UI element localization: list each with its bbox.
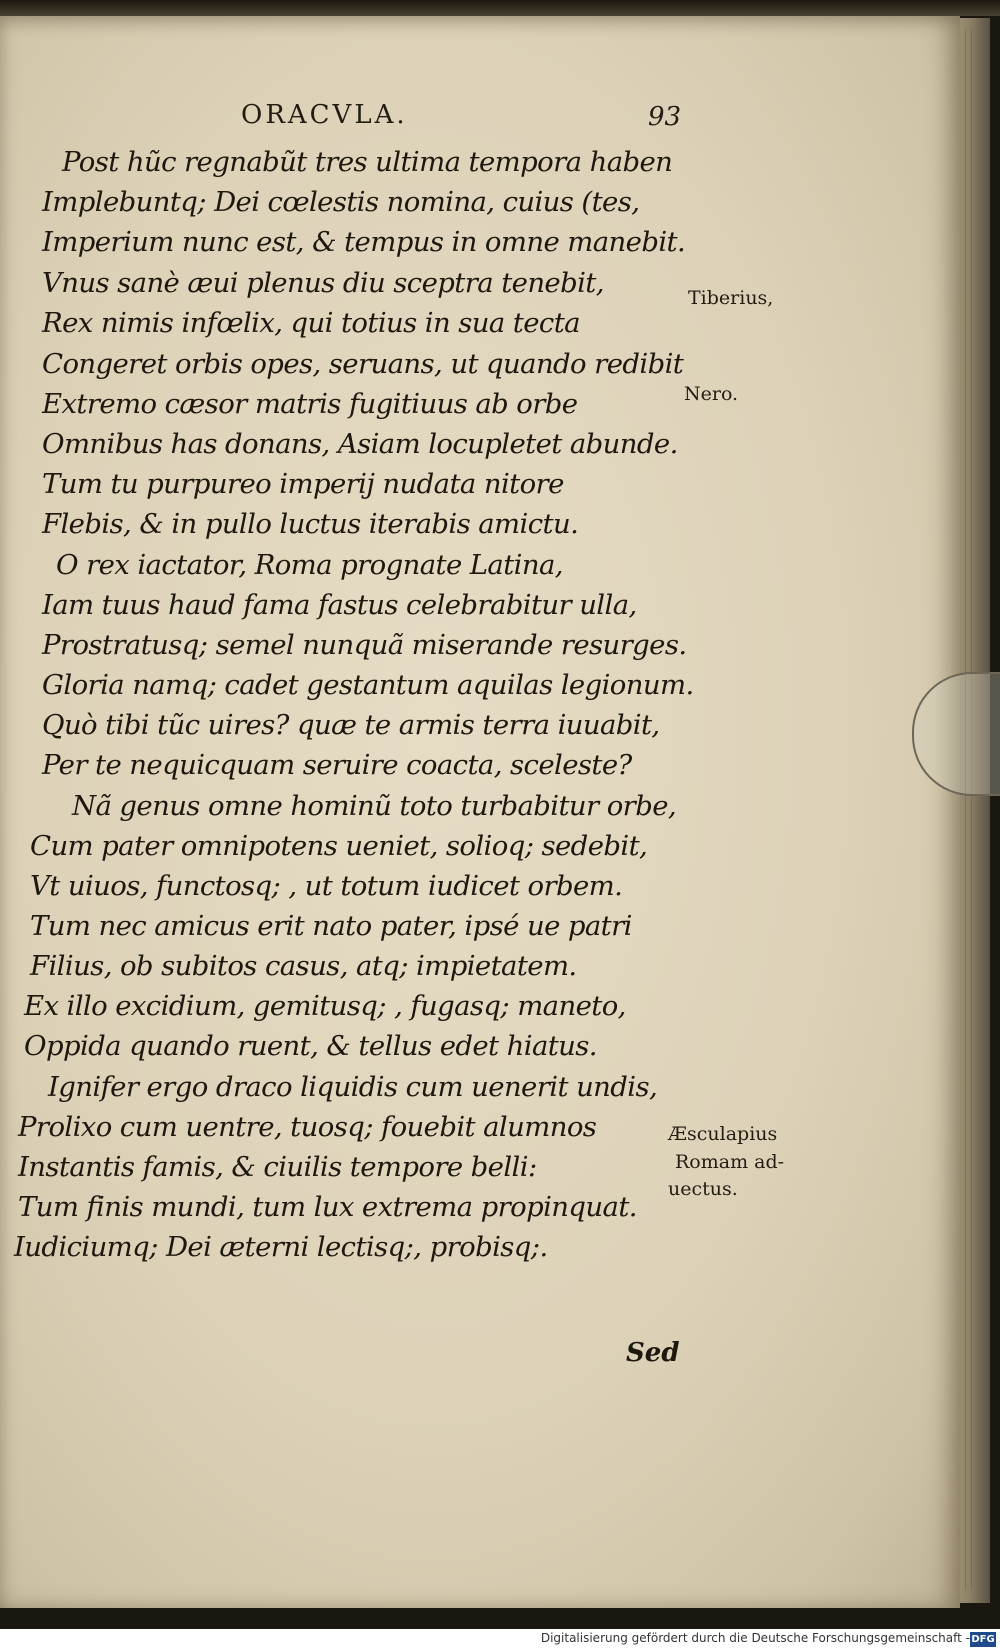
verse-line: Omnibus has donans, Asiam locupletet abunde. [42,428,678,460]
verse-line: Congeret orbis opes, seruans, ut quando redibit [42,348,684,380]
verse-line: Tum nec amicus erit nato pater, ipsé ue patri [30,910,632,942]
verse-line: Flebis, & in pullo luctus iterabis amictu. [42,508,579,540]
top-binding-shadow [0,0,1000,16]
verse-line: Vnus sanè æui plenus diu sceptra tenebit, [42,267,604,299]
verse-line: Iudiciumq; Dei æterni lectisq;, probisq;. [14,1231,548,1263]
verse-line: Per te nequicquam seruire coacta, sceleste? [42,749,632,781]
catchword: Sed [626,1338,680,1368]
verse-line: Instantis famis, & ciuilis tempore belli: [18,1151,537,1183]
margin-note-aesculapius: Romam ad- [675,1151,785,1173]
verse-line: Oppida quando ruent, & tellus edet hiatus. [24,1030,597,1062]
verse-line: Rex nimis infœlix, qui totius in sua tecta [42,307,580,339]
verse-line: Filius, ob subitos casus, atq; impietatem. [30,950,577,982]
digitization-credit: Digitalisierung gefördert durch die Deutsche Forschungsgemeinschaft - [540,1631,970,1645]
verse-line: Implebuntq; Dei cœlestis nomina, cuius (tes, [42,186,640,218]
verse-line: Gloria namq; cadet gestantum aquilas legionum. [42,669,694,701]
verse-line: Prolixo cum uentre, tuosq; fouebit alumnos [18,1111,597,1143]
verse-line: Ignifer ergo draco liquidis cum uenerit undis, [48,1071,658,1103]
verse-line: Iam tuus haud fama fastus celebrabitur ulla, [42,589,637,621]
page-number: 93 [648,102,682,132]
verse-line: Prostratusq; semel nunquã miserande resurges. [42,629,687,661]
verse-line: Extremo cæsor matris fugitiuus ab orbe [42,388,578,420]
verse-line: Post hũc regnabũt tres ultima tempora haben [62,146,673,178]
verse-line: Ex illo excidium, gemitusq; , fugasq; maneto, [24,990,626,1022]
verse-line: Vt uiuos, functosq; , ut totum iudicet orbem. [30,870,623,902]
verse-line: Nã genus omne hominũ toto turbabitur orbe, [72,790,677,822]
margin-note-tiberius: Tiberius, [688,287,774,309]
running-head: ORACVLA. [241,100,408,130]
margin-note-aesculapius: Æsculapius [668,1123,778,1145]
margin-note-nero: Nero. [684,383,739,405]
dfg-logo-icon: DFG [971,1634,995,1645]
margin-note-aesculapius: uectus. [668,1178,738,1200]
verse-line: Tum tu purpureo imperij nudata nitore [42,468,564,500]
verse-line: O rex iactator, Roma prognate Latina, [56,549,563,581]
verse-line: Tum finis mundi, tum lux extrema propinquat. [18,1191,637,1223]
verse-line: Cum pater omnipotens ueniet, solioq; sedebit, [30,830,648,862]
verse-line: Imperium nunc est, & tempus in omne manebit. [42,226,686,258]
verse-line: Quò tibi tũc uires? quæ te armis terra iuuabit, [42,709,660,741]
